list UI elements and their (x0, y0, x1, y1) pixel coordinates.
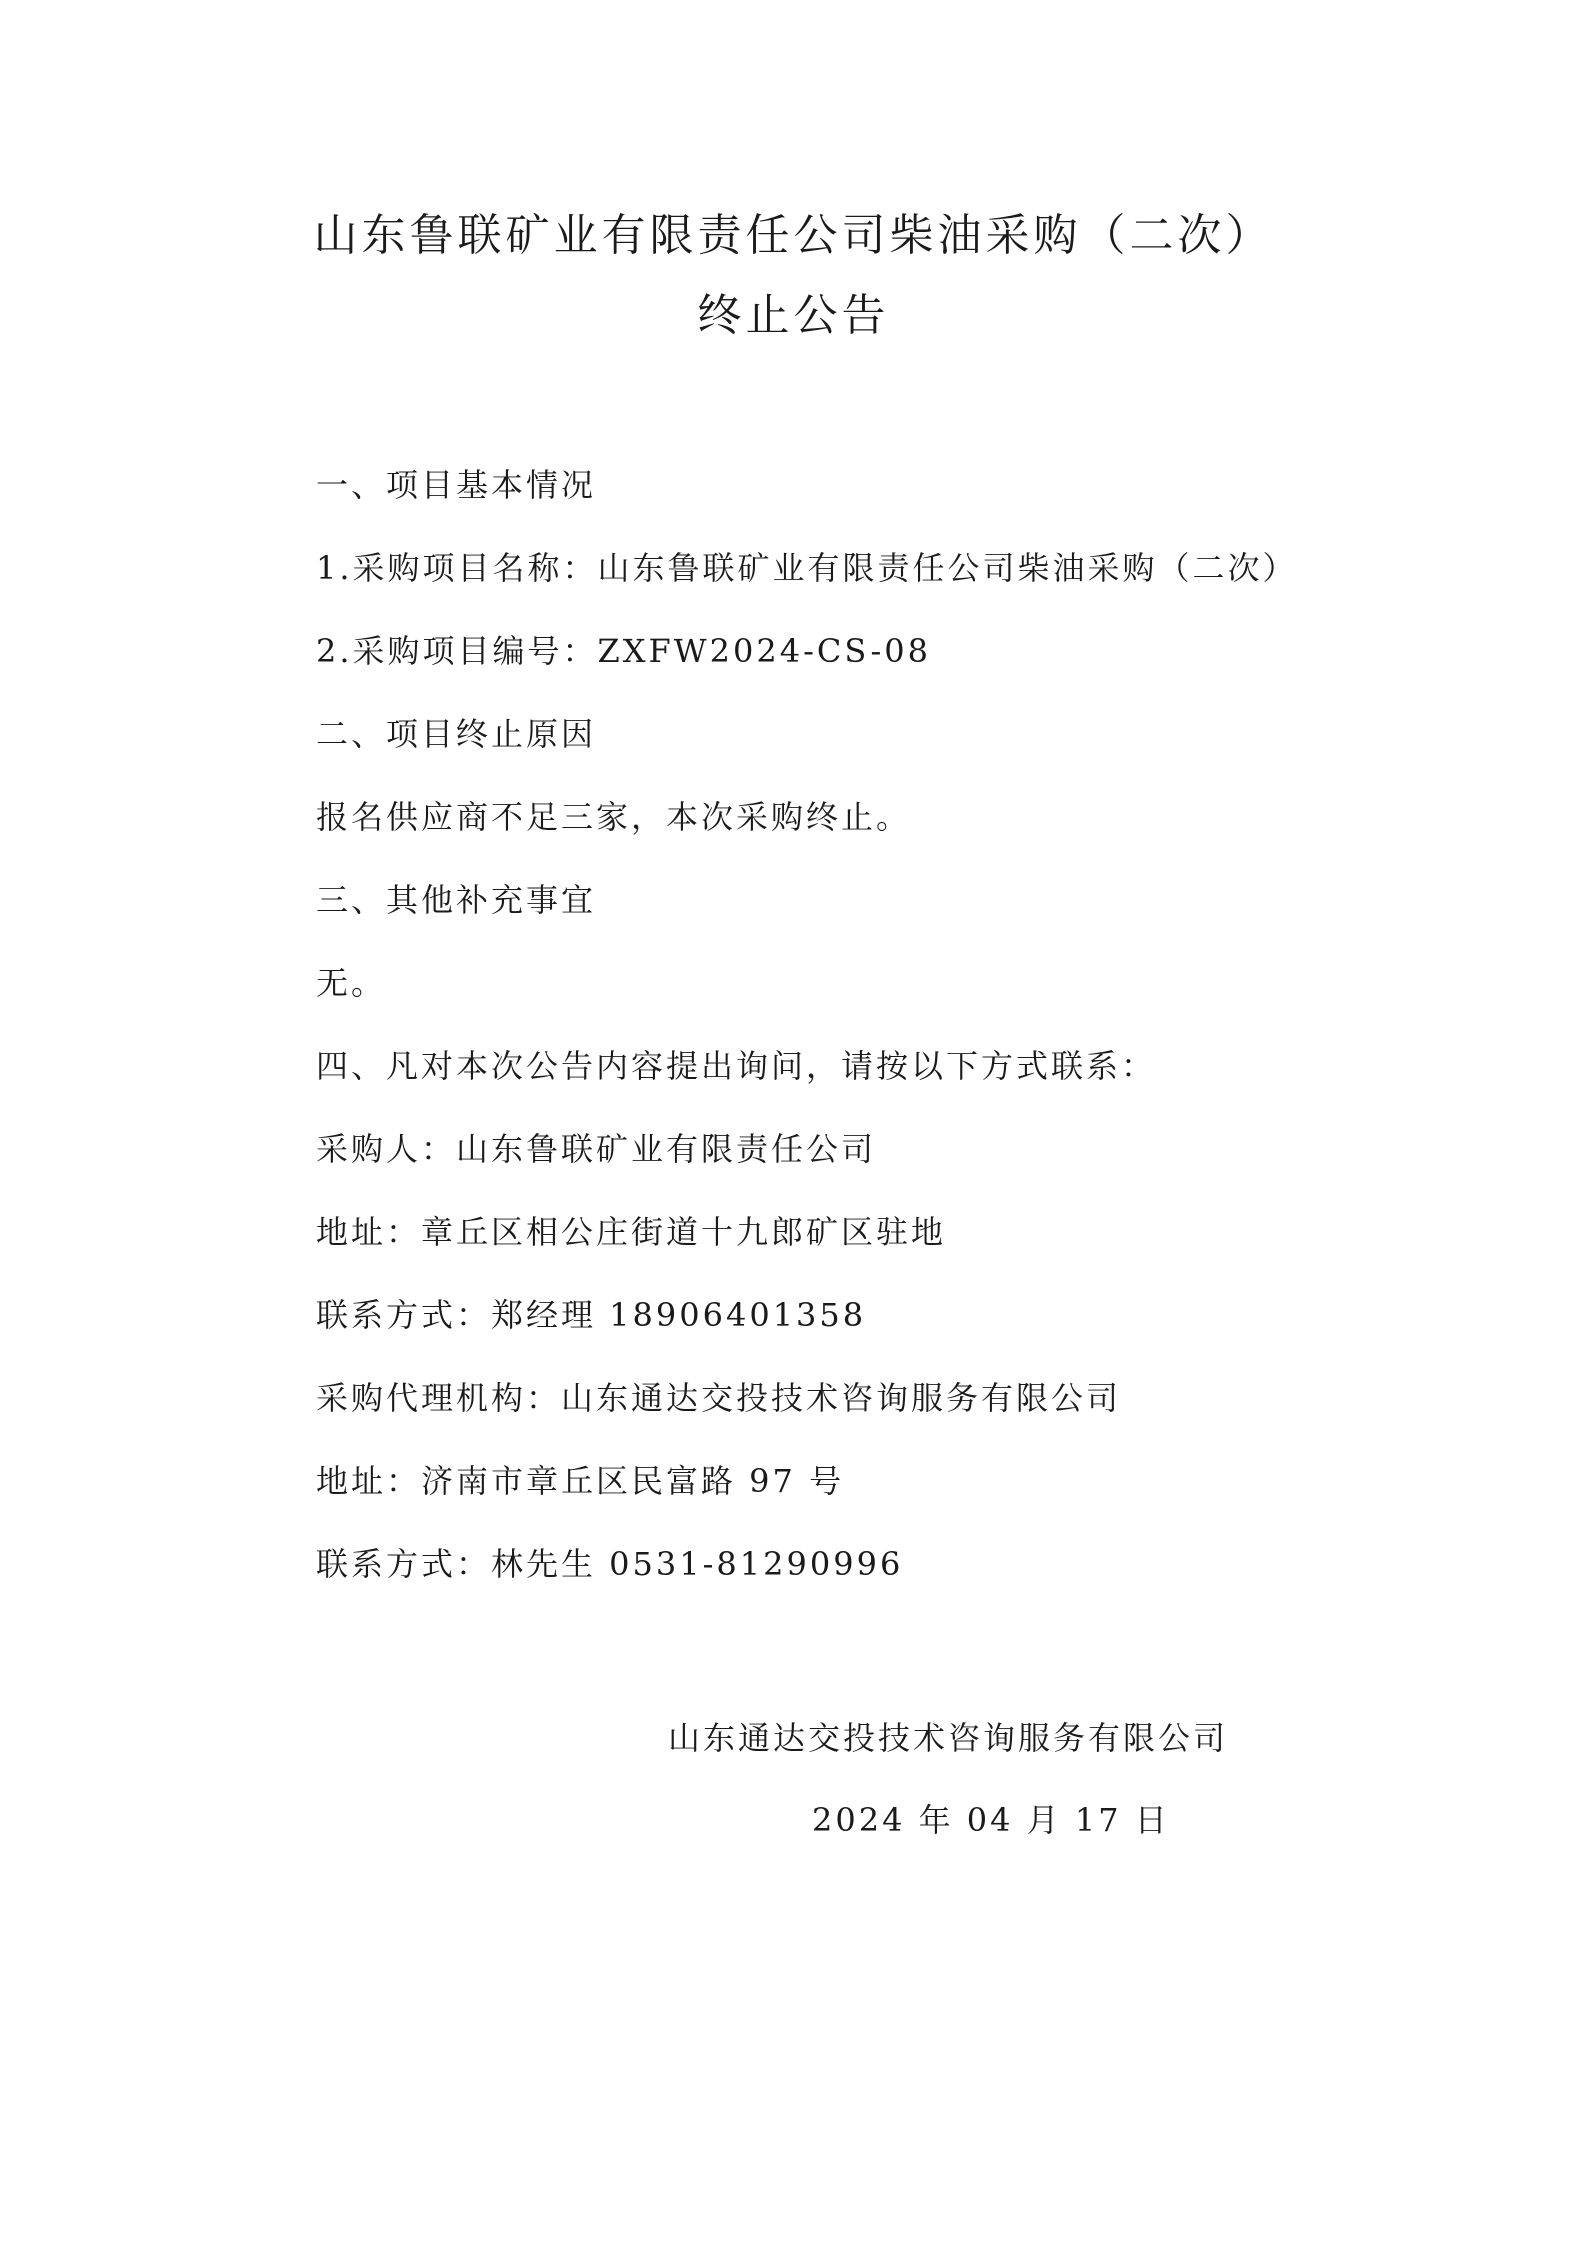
section-heading-supplementary: 三、其他补充事宜 (316, 881, 597, 919)
agency-address-line: 地址：济南市章丘区民富路 97 号 (316, 1462, 845, 1500)
document-title-line-2: 终止公告 (697, 290, 890, 341)
section-heading-basic-info: 一、项目基本情况 (316, 466, 597, 504)
supplementary-text: 无。 (316, 964, 387, 1002)
project-number-line: 2.采购项目编号：ZXFW2024-CS-08 (316, 632, 932, 670)
agency-contact-line: 联系方式：林先生 0531-81290996 (316, 1545, 904, 1583)
section-heading-contact: 四、凡对本次公告内容提出询问，请按以下方式联系： (316, 1047, 1157, 1085)
signature-date: 2024 年 04 月 17 日 (812, 1801, 1170, 1839)
project-name-line: 1.采购项目名称：山东鲁联矿业有限责任公司柴油采购（二次） (316, 549, 1298, 587)
purchaser-line: 采购人：山东鲁联矿业有限责任公司 (316, 1130, 877, 1168)
section-heading-termination: 二、项目终止原因 (316, 715, 597, 753)
signature-organization: 山东通达交投技术咨询服务有限公司 (668, 1719, 1229, 1757)
purchaser-contact-line: 联系方式：郑经理 18906401358 (316, 1296, 867, 1334)
agency-line: 采购代理机构：山东通达交投技术咨询服务有限公司 (316, 1379, 1122, 1417)
purchaser-address-line: 地址：章丘区相公庄街道十九郎矿区驻地 (316, 1213, 947, 1251)
termination-reason-text: 报名供应商不足三家，本次采购终止。 (316, 798, 912, 836)
document-title-line-1: 山东鲁联矿业有限责任公司柴油采购（二次） (313, 210, 1274, 261)
